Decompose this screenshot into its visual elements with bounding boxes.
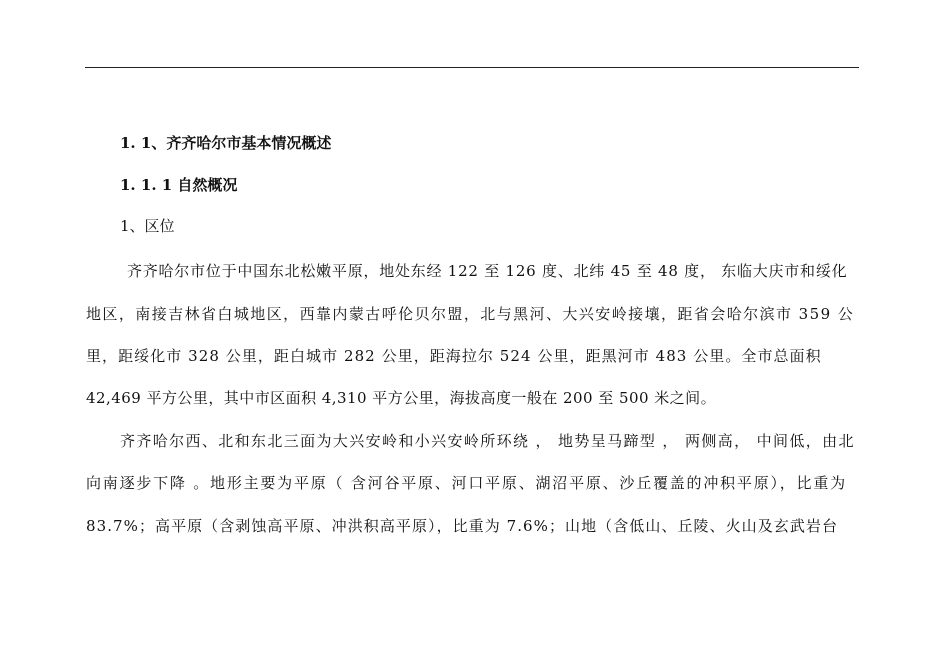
paragraph-1-line-4: 42,469 平方公里，其中市区面积 4,310 平方公里，海拔高度一般在 200 至 500 米之间。 — [86, 389, 717, 407]
paragraph-1-line-3: 里，距绥化市 328 公里，距白城市 282 公里，距海拉尔 524 公里，距黑河市 483 公里。全市总面积 — [86, 347, 822, 365]
paragraph-2-line-1: 齐齐哈尔西、北和东北三面为大兴安岭和小兴安岭所环绕 ， 地势呈马蹄型 ， 两侧高， 中间低，由北 — [120, 432, 855, 450]
section-heading: 1. 1、齐齐哈尔市基本情况概述 — [120, 134, 332, 152]
paragraph-1-line-2: 地区，南接吉林省白城地区，西靠内蒙古呼伦贝尔盟，北与黑河、大兴安岭接壤，距省会哈尔滨市 359 公 — [86, 305, 855, 323]
header-rule — [85, 67, 859, 68]
subsection-heading: 1. 1. 1 自然概况 — [120, 176, 238, 194]
paragraph-1-line-1: 齐齐哈尔市位于中国东北松嫩平原，地处东经 122 至 126 度、北纬 45 至 48 度， 东临大庆市和绥化 — [127, 262, 848, 280]
paragraph-2-line-2: 向南逐步下降 。地形主要为平原（ 含河谷平原、河口平原、湖沼平原、沙丘覆盖的冲积平原），比重为 — [86, 474, 847, 492]
paragraph-2-line-3: 83.7%；高平原（含剥蚀高平原、冲洪积高平原），比重为 7.6%；山地（含低山、丘陵、火山及玄武岩台 — [86, 517, 839, 535]
location-heading: 1、区位 — [120, 217, 175, 235]
